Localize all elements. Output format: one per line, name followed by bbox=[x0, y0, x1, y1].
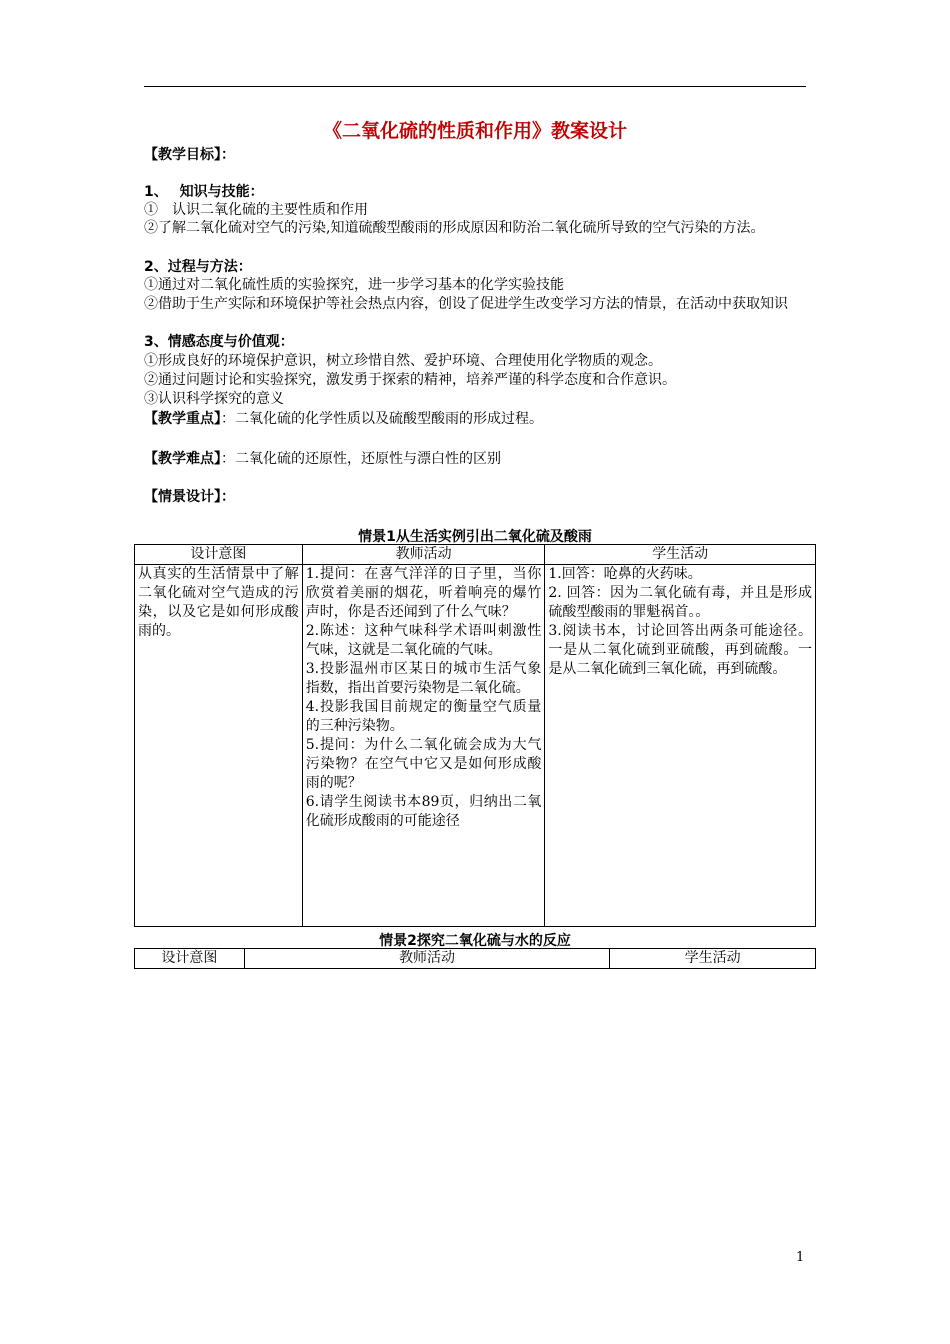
scenario2-caption: 情景2探究二氧化硫与水的反应 bbox=[379, 933, 571, 949]
scenario2-table bbox=[134, 948, 816, 969]
attitude-item-1: ①形成良好的环境保护意识，树立珍惜自然、爱护环境、合理使用化学物质的观念。 bbox=[144, 353, 662, 369]
teacher-step: 1.提问：在喜气洋洋的日子里，当你欣赏着美丽的烟花，听着响亮的爆竹声时，你是否还闻到了什么气味？ bbox=[305, 566, 542, 620]
teacher-step: 2.陈述：这种气味科学术语叫刺激性气味，这就是二氧化硫的气味。 bbox=[305, 623, 542, 658]
header-student: 学生活动 bbox=[545, 545, 816, 565]
teacher-cell bbox=[302, 565, 545, 927]
header-intent: 设计意图 bbox=[135, 545, 303, 565]
page-number: 1 bbox=[796, 1250, 805, 1265]
knowledge-item-1: ① 认识二氧化硫的主要性质和作用 bbox=[144, 202, 368, 218]
header-rule bbox=[144, 86, 806, 87]
header-teacher: 教师活动 bbox=[302, 545, 545, 565]
teacher-step: 5.提问：为什么二氧化硫会成为大气污染物？在空气中它又是如何形成酸雨的呢？ bbox=[305, 737, 542, 791]
difficulty-label: 【教学难点】 bbox=[144, 451, 221, 467]
page-title: 《二氧化硫的性质和作用》教案设计 bbox=[322, 120, 627, 142]
student-cell bbox=[545, 565, 816, 927]
knowledge-heading: 1、 知识与技能： bbox=[144, 184, 264, 200]
header-teacher: 教师活动 bbox=[244, 949, 609, 969]
header-intent: 设计意图 bbox=[135, 949, 245, 969]
key-point-label: 【教学重点】 bbox=[144, 411, 221, 427]
knowledge-item-2: ②了解二氧化硫对空气的污染,知道硫酸型酸雨的形成原因和防治二氧化硫所导致的空气污染的方法。 bbox=[144, 220, 765, 236]
scenario-heading: 【情景设计】： bbox=[144, 489, 235, 505]
teacher-step: 4.投影我国目前规定的衡量空气质量的三种污染物。 bbox=[305, 699, 542, 734]
key-point bbox=[144, 410, 543, 429]
teacher-step: 6.请学生阅读书本89页，归纳出二氧化硫形成酸雨的可能途径 bbox=[305, 794, 542, 829]
teacher-step: 3.投影温州市区某日的城市生活气象指数，指出首要污染物是二氧化硫。 bbox=[305, 661, 542, 696]
student-step: 2. 回答：因为二氧化硫有毒，并且是形成硫酸型酸雨的罪魁祸首。。 bbox=[548, 585, 812, 620]
attitude-heading: 3、情感态度与价值观： bbox=[144, 334, 294, 350]
attitude-item-3: ③认识科学探究的意义 bbox=[144, 391, 284, 407]
difficulty-text: ：二氧化硫的还原性，还原性与漂白性的区别 bbox=[221, 451, 501, 467]
attitude-item-2: ②通过问题讨论和实验探究，激发勇于探索的精神，培养严谨的科学态度和合作意识。 bbox=[144, 372, 676, 388]
intent-cell: 从真实的生活情景中了解二氧化硫对空气造成的污染，以及它是如何形成酸雨的。 bbox=[135, 565, 303, 927]
process-item-1: ①通过对二氧化硫性质的实验探究，进一步学习基本的化学实验技能 bbox=[144, 277, 564, 293]
key-point-text: ：二氧化硫的化学性质以及硫酸型酸雨的形成过程。 bbox=[221, 411, 543, 427]
process-heading: 2、过程与方法： bbox=[144, 259, 252, 275]
scenario1-caption: 情景1从生活实例引出二氧化硫及酸雨 bbox=[358, 529, 592, 545]
difficulty bbox=[144, 450, 501, 469]
student-step: 3.阅读书本，讨论回答出两条可能途径。一是从二氧化硫到亚硫酸，再到硫酸。一是从二氧化硫到三氧化硫，再到硫酸。 bbox=[548, 623, 812, 677]
objectives-heading: 【教学目标】： bbox=[144, 147, 235, 163]
scenario1-table bbox=[134, 544, 816, 927]
student-step: 1.回答：呛鼻的火药味。 bbox=[548, 566, 702, 582]
header-student: 学生活动 bbox=[610, 949, 816, 969]
process-item-2: ②借助于生产实际和环境保护等社会热点内容，创设了促进学生改变学习方法的情景，在活动中获取知识 bbox=[144, 296, 788, 312]
